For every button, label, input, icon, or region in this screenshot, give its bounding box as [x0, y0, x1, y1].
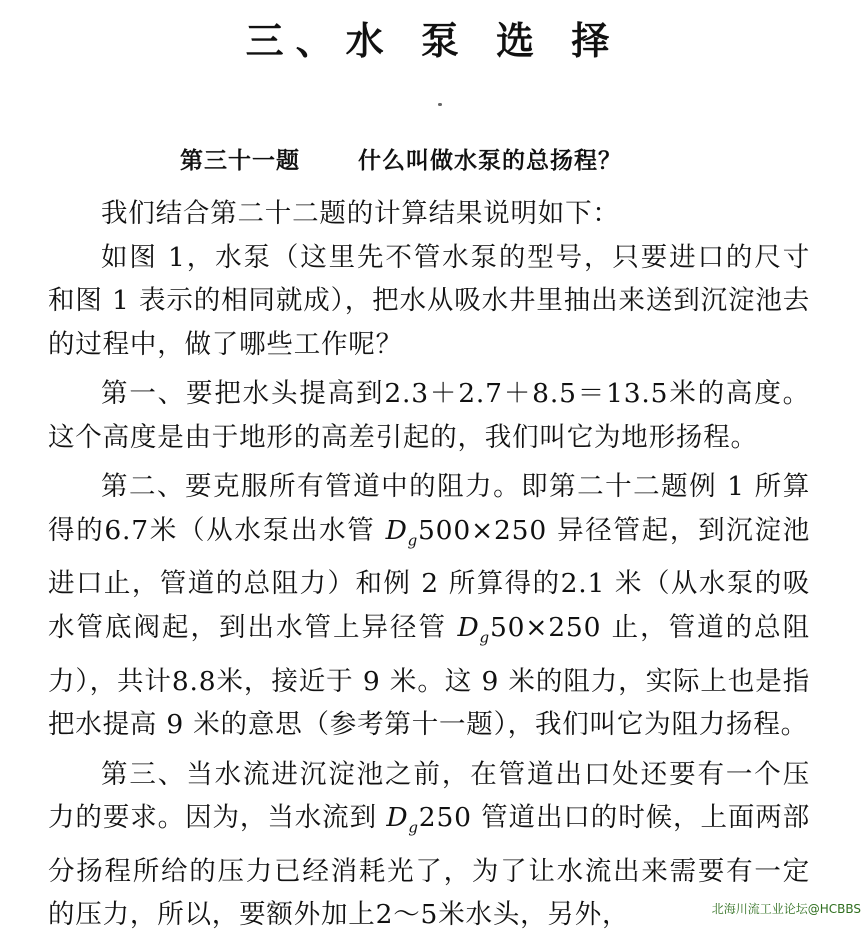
- diameter-symbol: [457, 611, 490, 647]
- speck-mark: [438, 103, 442, 106]
- paragraph-third-part-b: 250 管道出口的时候，上面两部分扬程所给的压力已经消耗光了，为了让水流出来需要有一定的压力，所以，要额外加上2～5米水头，另外，: [48, 802, 810, 931]
- question-text: 什么叫做水泵的总扬程？: [358, 148, 622, 174]
- paragraph-second-part-c: 50×250 止，管道的总阻力），共计8.8米，接近于 9 米。这 9 米的阻力，实际上也是指把水提高 9 米的意思（参考第十一题），我们叫它为阻力扬程。: [48, 611, 810, 741]
- watermark: 北海川流工业论坛@HCBBS: [711, 902, 861, 916]
- diameter-subscript: g: [479, 628, 490, 647]
- diameter-subscript: g: [408, 818, 419, 837]
- question-heading: [180, 142, 820, 175]
- diameter-letter: D: [457, 611, 480, 643]
- diameter-letter: D: [386, 802, 409, 834]
- diameter-symbol: [386, 802, 419, 837]
- paragraph-third: [48, 753, 810, 937]
- diameter-symbol: [385, 514, 419, 549]
- paragraph-first: 第一、要把水头提高到2.3＋2.7＋8.5＝13.5米的高度。这个高度是由于地形的高差引起的，我们叫它为地形扬程。: [48, 378, 810, 453]
- paragraph-figure: 如图 1，水泵（这里先不管水泵的型号，只要进口的尺寸和图 1 表示的相同就成），把水从吸水井里抽出来送到沉淀池去的过程中，做了哪些工作呢？: [48, 241, 810, 360]
- paragraph-second-part-a: 第二、要克服所有管道中的阻力。即第二十二题例 1 所算得的6.7米（从水泵出水管: [48, 471, 810, 546]
- diameter-letter: D: [385, 514, 408, 546]
- paragraph-second-part-b: 500×250 异径管起，到沉淀池进口止，管道的总阻力）和例 2 所算得的2.1 米（从水泵的吸水管底阀起，到出水管上异径管: [48, 514, 810, 643]
- paragraph-intro: 我们结合第二十二题的计算结果说明如下：: [101, 198, 620, 229]
- section-title: 三、水 泵 选 择: [245, 19, 622, 63]
- body-text: [48, 192, 810, 937]
- diameter-subscript: g: [407, 530, 419, 549]
- question-number: 第三十一题: [180, 148, 300, 174]
- paragraph-second: [48, 465, 810, 747]
- paragraph-third-part-a: 第三、当水流进沉淀池之前，在管道出口处还要有一个压力的要求。因为，当水流到: [48, 758, 810, 834]
